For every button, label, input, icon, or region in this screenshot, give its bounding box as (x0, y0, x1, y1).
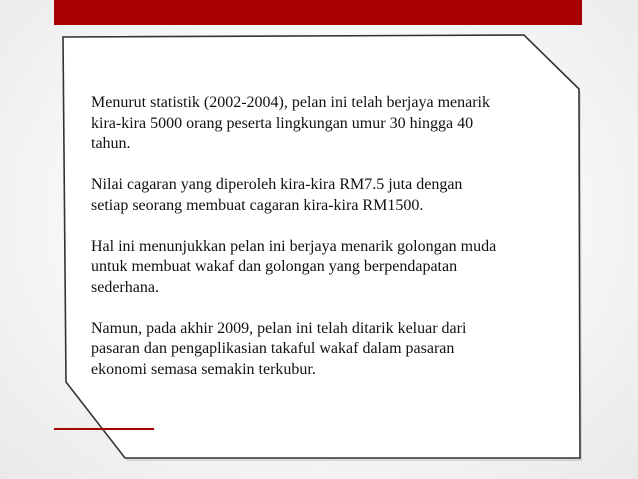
paragraph-collateral-value: Nilai cagaran yang diperoleh kira-kira RM7.5 juta dengan setiap seorang membuat cagaran kira-kira RM1500. (91, 176, 463, 214)
paragraph-withdrawal: Namun, pada akhir 2009, pelan ini telah ditarik keluar dari pasaran dan pengaplikasian takaful wakaf dalam pasaran ekonomi semasa semakin terkubur. (91, 319, 467, 378)
bottom-accent-line (54, 428, 154, 430)
paragraph-statistics: Menurut statistik (2002-2004), pelan ini telah berjaya menarik kira-kira 5000 orang peserta lingkungan umur 30 hingga 40 tahun. (91, 94, 490, 152)
paragraph-success: Hal ini menunjukkan pelan ini berjaya menarik golongan muda untuk membuat wakaf dan golongan yang berpendapatan sederhana. (91, 237, 497, 296)
slide-text (91, 93, 551, 380)
